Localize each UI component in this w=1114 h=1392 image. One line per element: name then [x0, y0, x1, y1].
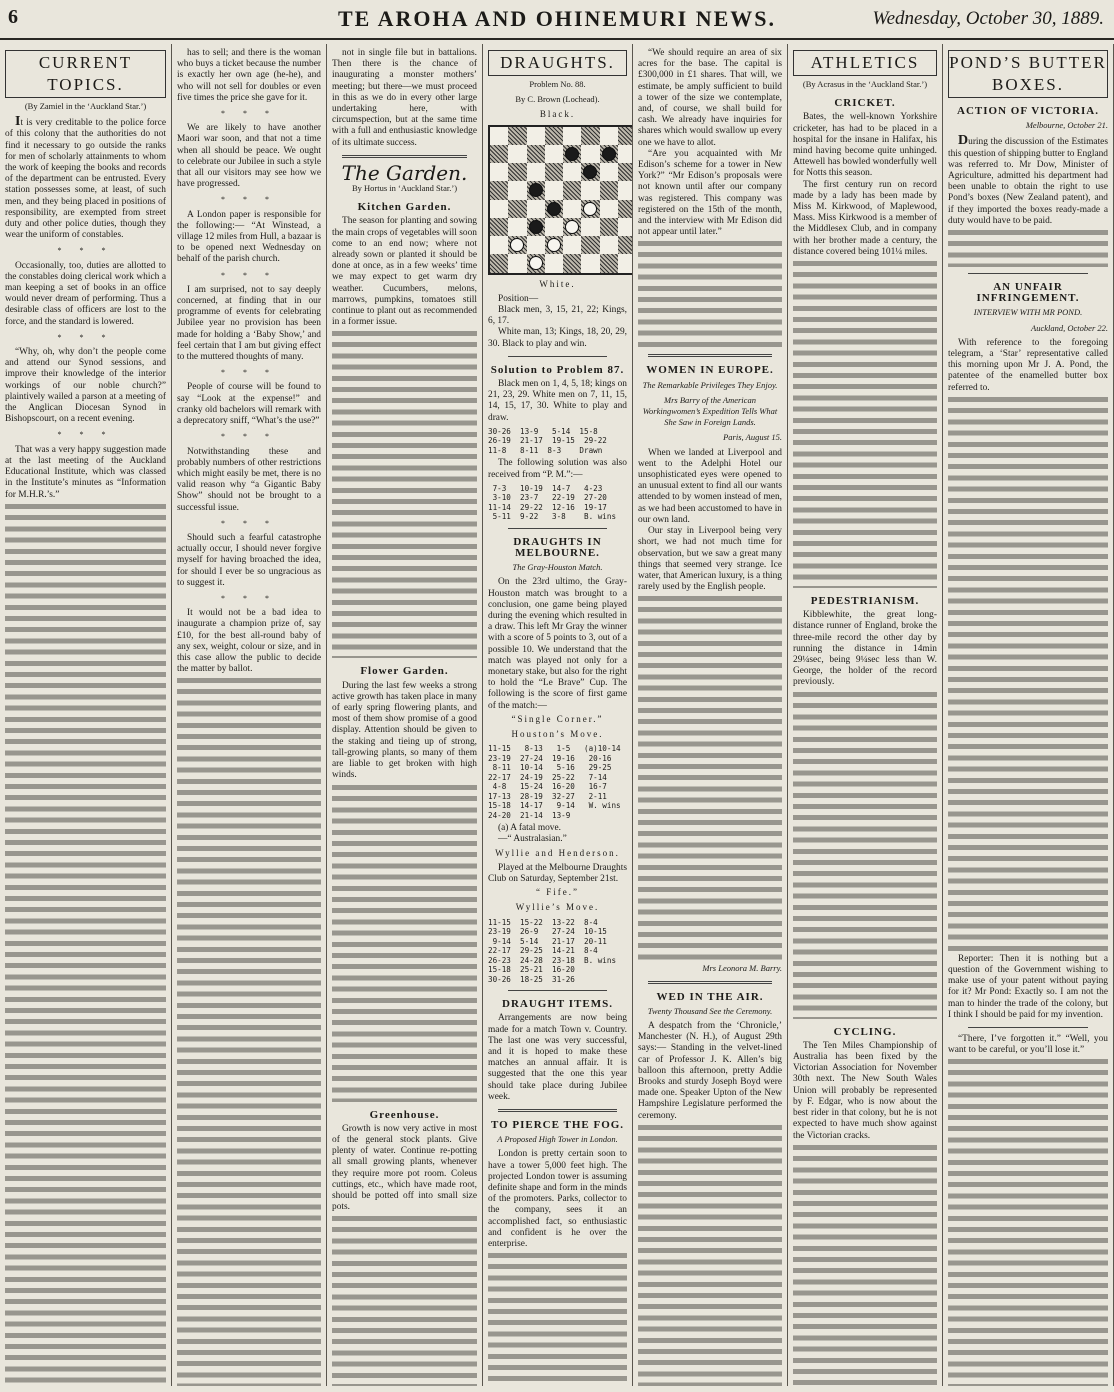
board-square — [563, 163, 581, 181]
wed-heading: WED IN THE AIR. — [656, 990, 764, 1003]
board-square — [600, 236, 618, 254]
white-position: White man, 13; Kings, 18, 20, 29, 30. Black to play and win. — [488, 327, 627, 349]
newspaper-title: TE AROHA AND OHINEMURI NEWS. — [337, 6, 776, 31]
black-piece — [565, 147, 579, 161]
section-stars: * * * — [221, 109, 277, 119]
board-square — [618, 145, 633, 163]
body-text-block — [948, 1056, 1108, 1386]
board-square — [581, 127, 599, 145]
board-square — [508, 200, 526, 218]
article-paragraph: People of course will be found to say “Look at the expense!” and cranky old bachelors will remark with a deprecatory sniff, “What’s the use?” — [177, 382, 321, 427]
draught-items-heading: DRAUGHT ITEMS. — [502, 998, 613, 1011]
white-piece — [547, 238, 561, 252]
body-text-block — [488, 1250, 627, 1386]
board-square — [563, 127, 581, 145]
move-caption: Wyllie’s Move. — [515, 902, 600, 913]
board-square — [508, 145, 526, 163]
divider — [968, 273, 1088, 274]
move-table: 11-15 8-13 1-5 (a)10-14 23-19 27-24 19-16 20-16 8-11 10-14 5-16 29-25 22-17 24-19 25-22 7-14 4-8 15-24 16-20 16-7 17-13 28-19 32-27 2-11 15-18 14-17 9-14 W. wins 24-20 21-14 13-9 — [488, 744, 621, 820]
board-square — [581, 218, 599, 236]
board-square — [581, 145, 599, 163]
article-paragraph: Notwithstanding these and probably numbers of other restrictions which might easily be met, there is no valid reason why “a Gigantic Baby Show” should not be brought to a successful issue. — [177, 446, 321, 513]
column-draughts — [483, 44, 633, 1386]
match-heading: DRAUGHTS IN MELBOURNE. — [513, 535, 602, 559]
move-table: 30-26 13-9 5-14 15-8 26-19 21-17 19-15 29-22 11-8 8-11 8-3 Drawn — [488, 426, 607, 455]
article-paragraph: The Ten Miles Championship of Australia has been fixed by the Victorian Association for November 30th next. The New South Wales Union will probably be represented by F. Edgar, who is now about the best rider in that colony, but he is not expected to have much show against the Victorian cracks. — [793, 1040, 937, 1141]
section-divider — [498, 1109, 617, 1112]
article-paragraph: Occasionally, too, duties are allotted to the constables doing clerical work which a man keeping a set of books in an office would never dream of performing. Thus a desirable class of officers are lost to the force, and the standard is lowered. — [5, 260, 166, 327]
board-square — [600, 181, 618, 199]
section-stars: * * * — [221, 518, 277, 528]
board-square — [508, 218, 526, 236]
draughts-heading: DRAUGHTS. — [488, 50, 627, 76]
article-paragraph: On the 23rd ultimo, the Gray-Houston match was brought to a conclusion, one game being played during the evening which resulted in a draw. This left Mr Gray the winner with a score of 5 points to 3, out of a possible 10. We understand that the match was played not only for a monetary stake, but also for the right to hold the “Le Brave” Cup. The following is the score of first game of the match:— — [488, 577, 627, 711]
body-text-block — [177, 675, 321, 1386]
body-text-block — [793, 258, 937, 588]
section-stars: * * * — [221, 368, 277, 378]
article-paragraph: A despatch from the ‘Chronicle,’ Manchester (N. H.), of August 29th says:— Standing in the velvet-lined car of Professor J. K. Allen’s big balloon this afternoon, pretty Addie Brooks and sturdy Joseph Boyd were made one. Speaker Upton of the New Hampshire Legislature performed the ceremony. — [638, 1020, 782, 1121]
article-paragraph: A London paper is responsible for the following:— “At Winstead, a village 12 miles from Hull, a bazaar is to be opened next Wednesday on behalf of the parish church. — [177, 209, 321, 265]
board-square — [563, 200, 581, 218]
ponds-heading: POND’S BUTTER BOXES. — [948, 50, 1108, 98]
white-piece — [565, 220, 579, 234]
section-stars: * * * — [57, 332, 114, 342]
section-stars: * * * — [57, 430, 114, 440]
board-square — [527, 200, 545, 218]
article-paragraph: London is pretty certain soon to have a tower 5,000 feet high. The projected London tower is assuming definite shape and form in the minds of the promoters. Parks, collector to the company, sees it an accomplished fact, so enthusiastic and confident is he over the enterprise. — [488, 1149, 627, 1249]
column-tower-women-wed — [633, 44, 788, 1386]
white-label: White. — [539, 278, 576, 289]
article-paragraph: We are likely to have another Maori war soon, and that not a time when all should be peace. We ought to celebrate our Jubilee in such a style that all our visitors may see how we have progressed. — [177, 123, 321, 190]
opening-name: “ Fife.” — [536, 887, 579, 898]
fog-subheading: A Proposed High Tower in London. — [497, 1134, 618, 1145]
opening-name: “Single Corner.” — [511, 713, 604, 724]
article-paragraph: It would not be a bad idea to inaugurate a champion prize of, say £10, for the best all-round baby of any sex, weight, colour or size, and in this case allow the public to decide the matter by ballot. — [177, 608, 321, 675]
article-paragraph: Bates, the well-known Yorkshire cricketer, has had to be placed in a hospital for the insane in Halifax, his mind having become quite unhinged. Attewell has bowled wonderfully well for Notts this season. — [793, 112, 937, 179]
article-paragraph: I am surprised, not to say deeply concerned, at finding that in our programme of events for celebrating Jubilee year no provision has been made for holding a ‘Baby Show,’ and feel certain that I am but giving effect to the muttered thoughts of many. — [177, 284, 321, 363]
match-subheading: The Gray-Houston Match. — [512, 562, 603, 573]
article-paragraph: During the discussion of the Estimates this question of shipping butter to England was referred to. Mr Dow, Minister of Agriculture, admitted his department had been unable to obtain the right to use Pond’s boxes (New Zealand patent), and if they imported the boxes ready-made a duty would have to be paid. — [948, 133, 1108, 226]
board-square — [490, 218, 508, 236]
women-signature: Mrs Leonora M. Barry. — [702, 963, 782, 974]
black-piece — [602, 147, 616, 161]
board-square — [581, 254, 599, 272]
masthead — [0, 0, 1114, 40]
action-heading: ACTION OF VICTORIA. — [957, 105, 1099, 117]
body-text-block — [793, 1142, 937, 1386]
board-square — [600, 127, 618, 145]
board-square — [508, 254, 526, 272]
board-square — [490, 127, 508, 145]
ponds-dateline: Melbourne, October 21. — [1025, 120, 1108, 131]
article-paragraph: Arrangements are now being made for a match Town v. Country. The last one was very successful, and it is hoped to make these matches an annual affair. It is suggested that the one this year should take place during Jubilee week. — [488, 1013, 627, 1102]
page-number: 6 — [8, 6, 18, 28]
section-divider — [342, 155, 467, 158]
board-square — [600, 218, 618, 236]
board-square — [527, 145, 545, 163]
board-square — [618, 163, 633, 181]
problem-byline: By C. Brown (Lochead). — [515, 94, 600, 105]
article-paragraph: “We should require an area of six acres for the base. The capital is £300,000 in £1 shares. That will, we estimate, be amply sufficient to build a tower of the size we contemplate, and, of course, we shall build for cash. We already have inquiries for shares which would swallow up every one we have to allot. — [638, 48, 782, 148]
move-table: 7-3 10-19 14-7 4-23 3-10 23-7 22-19 27-20 11-14 29-22 12-16 19-17 5-11 9-22 3-8 B. wins — [488, 483, 617, 522]
position-label: Position— — [498, 293, 539, 304]
section-stars: * * * — [221, 593, 277, 603]
section-stars: * * * — [221, 195, 277, 205]
body-text-block — [5, 501, 166, 1386]
wed-subheading: Twenty Thousand See the Ceremony. — [647, 1005, 773, 1016]
board-square — [545, 218, 563, 236]
body-text-block — [332, 782, 477, 1102]
board-square — [600, 163, 618, 181]
board-square — [490, 163, 508, 181]
section-stars: * * * — [221, 432, 277, 442]
source-credit: —“ Australasian.” — [498, 834, 567, 845]
garden-heading: The Garden. — [341, 160, 468, 185]
move-footnote: (a) A fatal move. — [498, 823, 561, 834]
current-topics-byline: (By Zamiel in the ‘Auckland Star.’) — [24, 101, 147, 111]
board-square — [618, 127, 633, 145]
column-ponds-butter-boxes — [943, 44, 1114, 1386]
board-square — [527, 236, 545, 254]
move-table: 11-15 15-22 13-22 8-4 23-19 26-9 27-24 10-15 9-14 5-14 21-17 20-11 22-17 29-25 14-21 8-4 26-23 24-28 23-18 B. wins 15-18 25-21 16-20 30-26 18-25 31-26 — [488, 917, 617, 984]
board-square — [563, 236, 581, 254]
column-current-topics-cont — [172, 44, 327, 1386]
women-subheading-2: Mrs Barry of the American Workingwomen’s Expedition Tells What She Saw in Foreign Lands. — [642, 394, 778, 428]
solution-note: The following solution was also received from “P. M.”:— — [488, 458, 627, 480]
athletics-heading: ATHLETICS — [793, 50, 937, 76]
article-paragraph: has to sell; and there is the woman who buys a ticket because the number is exactly her own age (he-he), and who will not sell for doubles or even five times the price she gave for it. — [177, 48, 321, 103]
draughts-board — [488, 125, 633, 275]
board-square — [545, 254, 563, 272]
issue-date: Wednesday, October 30, 1889. — [872, 8, 1104, 29]
body-text-block — [638, 593, 782, 963]
board-square — [545, 163, 563, 181]
board-square — [490, 236, 508, 254]
article-paragraph: Our stay in Liverpool being very short, we had not much time for observation, but we saw a great many things that seemed very strange. Ice water, that American luxury, is a thing rarely used by the English people. — [638, 526, 782, 593]
body-text-block — [638, 238, 782, 348]
black-piece — [529, 220, 543, 234]
board-square — [527, 127, 545, 145]
pedestrianism-heading: PEDESTRIANISM. — [810, 595, 920, 608]
flower-garden-heading: Flower Garden. — [360, 665, 449, 678]
greenhouse-heading: Greenhouse. — [369, 1108, 440, 1121]
divider — [968, 1027, 1088, 1028]
article-paragraph: With reference to the foregoing telegram, a ‘Star’ representative called this morning upon Mr J. A. Pond, the patentee of the enamelled butter box referred to. — [948, 337, 1108, 393]
article-paragraph: The first century run on record made by a lady has been made by Miss M. Kirkwood, of Maplewood, Mass. Miss Kirkwood is a member of the Middlesex Club, and in company with her brother made a century, the distance covered being 101¼ miles. — [793, 179, 937, 257]
women-heading: WOMEN IN EUROPE. — [646, 364, 774, 377]
current-topics-heading: CURRENT TOPICS. — [5, 50, 166, 98]
article-paragraph: “Why, oh, why don’t the people come and attend our Synod sessions, and improve their knowledge of the interior workings of our noble church?” plaintively wailed a parson at a meeting of the Anglican Diocesan Synod in Bishopscourt, on a recent evening. — [5, 347, 166, 425]
board-square — [600, 254, 618, 272]
board-square — [563, 254, 581, 272]
black-piece — [529, 183, 543, 197]
body-text-block — [332, 328, 477, 658]
board-square — [581, 181, 599, 199]
article-paragraph: When we landed at Liverpool and went to the Adelphi Hotel our unsophisticated eyes were opened to an unusual extent to find all our wants attended to by women instead of men, as we had been accustomed to have in our own land. — [638, 447, 782, 525]
article-paragraph: The season for planting and sowing the main crops of vegetables will soon come to an end now; where not already sown or planted it should be done at once, as in a few weeks’ time we may expect to get warm dry weather. Cucumbers, melons, marrows, pumpkins, tomatoes still continue to plant out as recommended in a former issue. — [332, 216, 477, 328]
kitchen-garden-heading: Kitchen Garden. — [357, 201, 452, 214]
solution-heading: Solution to Problem 87. — [490, 363, 625, 376]
board-square — [618, 181, 633, 199]
solution-text: Black men on 1, 4, 5, 18; kings on 21, 23, 29. White men on 7, 11, 15, 14, 15, 17, 30. White to play and draw. — [488, 379, 627, 423]
divider — [508, 356, 607, 357]
board-square — [618, 254, 633, 272]
interview-dateline: Auckland, October 22. — [1031, 322, 1108, 333]
body-text-block — [793, 689, 937, 1019]
article-paragraph: “Are you acquainted with Mr Edison’s scheme for a tower in New York?” “Mr Edison’s proposals were not known until after our company was registered. This company was registered on the 15th of the month, and the interview with Mr Edison did not appear until later.” — [638, 148, 782, 238]
cricket-heading: CRICKET. — [834, 97, 896, 110]
board-square — [508, 181, 526, 199]
women-dateline: Paris, August 15. — [723, 432, 782, 443]
divider — [508, 528, 607, 529]
board-square — [490, 254, 508, 272]
article-paragraph: It is very creditable to the police force of this colony that the authorities do not find it necessary to go outside the ranks for men of scholarly attainments to whom the work of keeping the books and records of the department can be entrusted. Every station possesses some, at least, of such men, and they being placed in positions of responsibility, are exempted from street duty and other police duties, though they wear the uniform of constables. — [5, 114, 166, 241]
board-square — [618, 236, 633, 254]
column-current-topics — [0, 44, 172, 1386]
body-text-block — [638, 1122, 782, 1386]
article-paragraph: Growth is now very active in most of the general stock plants. Give plenty of water. Continue re-potting all small growing plants, whenever they require more pot room. Coleus cuttings, etc., which have made root, should be potted off into small size pots. — [332, 1123, 477, 1213]
article-paragraph: not in single file but in battalions. Then there is the chance of inaugurating a monster mothers’ meeting; but there—we must proceed in this as we do in every other large undertaking here, with circumspection, but at the same time with a full and enthusiastic knowledge of its ultimate success. — [332, 48, 477, 148]
interview-subheading: INTERVIEW WITH MR POND. — [973, 307, 1083, 318]
column-garden — [327, 44, 483, 1386]
black-position: Black men, 3, 15, 21, 22; Kings, 6, 17. — [488, 305, 627, 327]
section-divider — [648, 981, 772, 984]
board-square — [618, 200, 633, 218]
board-square — [490, 200, 508, 218]
infringement-heading: AN UNFAIR INFRINGEMENT. — [976, 281, 1080, 305]
board-square — [545, 127, 563, 145]
white-piece — [583, 202, 597, 216]
section-divider — [648, 354, 772, 357]
problem-number: Problem No. 88. — [529, 79, 586, 89]
board-square — [545, 181, 563, 199]
divider — [508, 990, 607, 991]
article-paragraph: Reporter: Then it is nothing but a question of the Government wishing to make use of your patent without paying for it? Mr Pond: Exactly so. I am not the man to hinder the trade of the colony, but I think I should be paid for my invention. — [948, 953, 1108, 1020]
article-paragraph: Kibblewhite, the great long-distance runner of England, broke the three-mile record the other day by running the distance in 14min 29¼sec, being 9¼sec less than W. George, the holder of the record previously. — [793, 610, 937, 688]
article-paragraph: “There, I’ve forgotten it.” “Well, you want to be careful, or you’ll lose it.” — [948, 1034, 1108, 1056]
fog-heading: TO PIERCE THE FOG. — [490, 1118, 625, 1131]
white-piece — [529, 256, 543, 270]
women-subheading: The Remarkable Privileges They Enjoy. — [642, 379, 778, 390]
board-square — [581, 236, 599, 254]
section-stars: * * * — [221, 270, 277, 280]
black-label: Black. — [539, 109, 576, 120]
garden-byline: By Hortus in ‘Auckland Star.’) — [351, 183, 458, 194]
section-stars: * * * — [57, 246, 114, 256]
black-piece — [547, 202, 561, 216]
move-caption: Houston’s Move. — [511, 729, 604, 739]
article-paragraph: Played at the Melbourne Draughts Club on Saturday, September 21st. — [488, 862, 627, 885]
column-athletics — [788, 44, 943, 1386]
article-paragraph: Should such a fearful catastrophe actually occur, I should never forgive myself for having broached the idea, for should I ever be so ungracious as to suggest it. — [177, 532, 321, 588]
board-square — [527, 163, 545, 181]
board-square — [545, 145, 563, 163]
board-square — [563, 181, 581, 199]
board-square — [600, 200, 618, 218]
athletics-byline: (By Acrasus in the ‘Auckland Star.’) — [802, 79, 928, 89]
article-paragraph: During the last few weeks a strong active growth has taken place in many of early spring flowering plants, and most of them show promise of a good display. Attention should be given to the staking and tieing up of strong, tall-growing plants, so many of them are liable to get broken with high winds. — [332, 680, 477, 781]
board-square — [508, 127, 526, 145]
article-paragraph: That was a very happy suggestion made at the last meeting of the Auckland Educational Institute, which was classed in the Institute’s minutes as “Information for M.H.R.’s.” — [5, 444, 166, 500]
body-text-block — [948, 394, 1108, 954]
game-title: Wyllie and Henderson. — [495, 847, 620, 858]
board-square — [490, 145, 508, 163]
cycling-heading: CYCLING. — [833, 1025, 897, 1038]
body-text-block — [332, 1213, 477, 1386]
board-square — [508, 163, 526, 181]
board-square — [618, 218, 633, 236]
board-square — [490, 181, 508, 199]
body-text-block — [948, 227, 1108, 267]
